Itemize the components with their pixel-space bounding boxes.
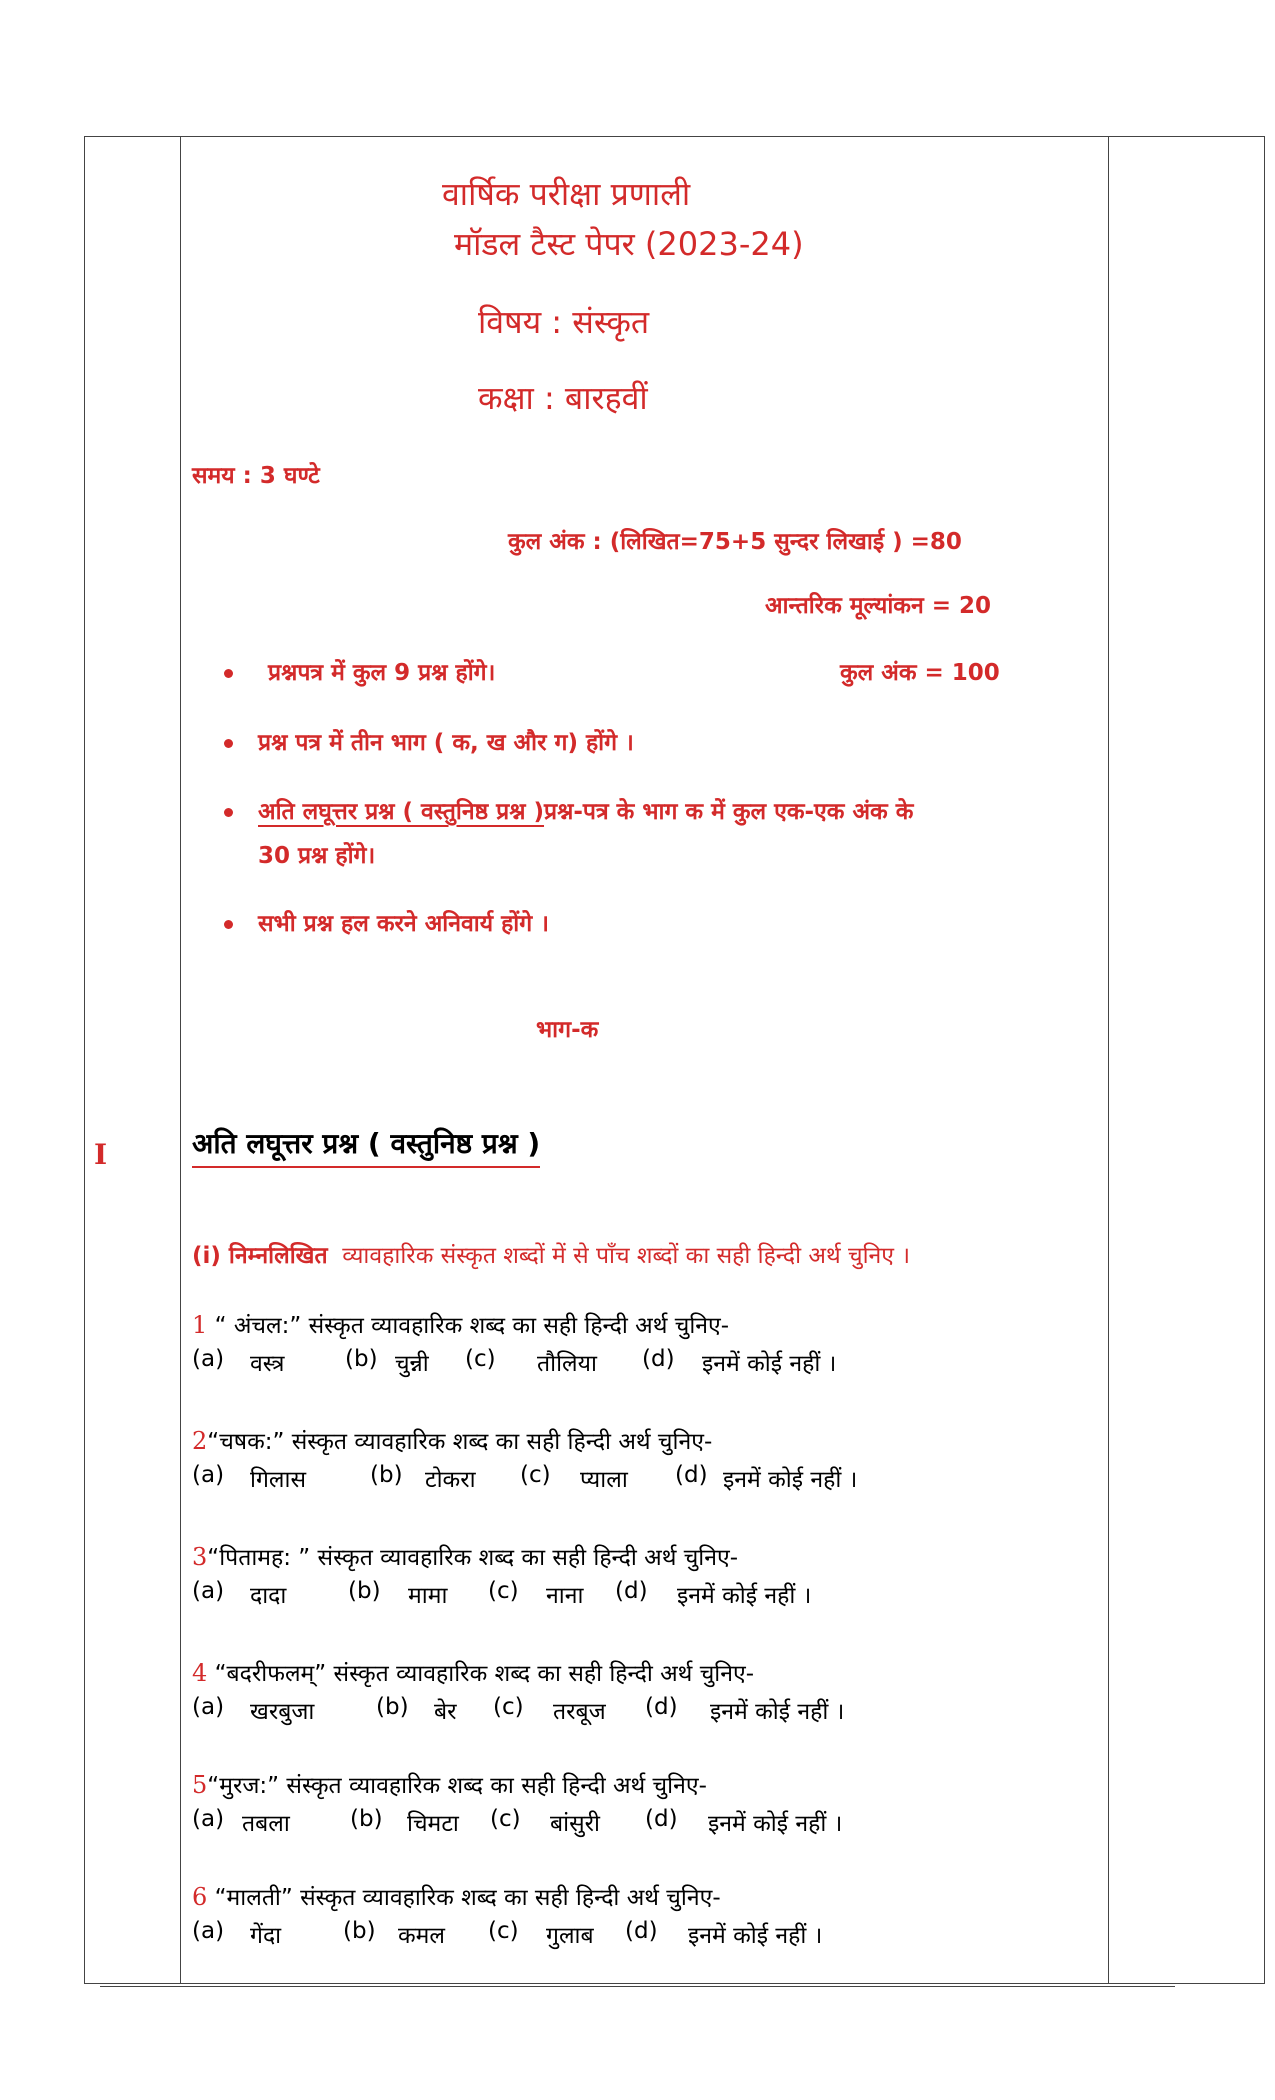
option-text: इनमें कोई नहीं । [710, 1699, 845, 1725]
bullet-icon [224, 669, 233, 678]
option-letter: (c) [520, 1462, 551, 1488]
option-text: कमल [398, 1923, 446, 1949]
question-prompt: “ अंचल:” संस्कृत व्यावहारिक शब्द का सही हिन्दी अर्थ चुनिए- [207, 1313, 730, 1339]
option-text: मामा [408, 1583, 448, 1609]
question-number: 5 [192, 1771, 208, 1799]
option-text: चुन्नी [395, 1351, 429, 1377]
option-letter: (a) [192, 1806, 225, 1832]
question-prompt: “चषक:” संस्कृत व्यावहारिक शब्द का सही हिन्दी अर्थ चुनिए- [207, 1429, 713, 1455]
total-marks: कुल अंक = 100 [840, 660, 1000, 686]
option-letter: (a) [192, 1462, 225, 1488]
option-letter: (b) [348, 1578, 381, 1604]
part-heading: भाग-क [536, 1017, 599, 1043]
option-text: इनमें कोई नहीं । [688, 1923, 823, 1949]
option-text: गिलास [250, 1467, 307, 1493]
option-letter: (a) [192, 1578, 225, 1604]
option-letter: (c) [490, 1806, 521, 1832]
time-allowed: समय : 3 घण्टे [192, 463, 320, 489]
instruction-3-line2: 30 प्रश्न होंगे। [258, 843, 376, 869]
option-letter: (d) [645, 1694, 678, 1720]
bullet-icon [224, 920, 233, 929]
model-paper-title: मॉडल टैस्ट पेपर (2023-24) [454, 225, 804, 263]
option-text: दादा [250, 1583, 287, 1609]
section-instruction-text: व्यावहारिक संस्कृत शब्दों में से पाँच शब्दों का सही हिन्दी अर्थ चुनिए । [342, 1243, 911, 1269]
option-letter: (d) [645, 1806, 678, 1832]
option-letter: (b) [345, 1346, 378, 1372]
question-prompt: “पितामह: ” संस्कृत व्यावहारिक शब्द का सही हिन्दी अर्थ चुनिए- [207, 1545, 739, 1571]
option-letter: (a) [192, 1694, 225, 1720]
option-text: तरबूज [553, 1699, 606, 1725]
internal-assessment: आन्तरिक मूल्यांकन = 20 [765, 593, 992, 619]
option-text: खरबुजा [250, 1699, 315, 1725]
column-divider-right [1108, 136, 1109, 1984]
column-divider-left [180, 136, 181, 1984]
bottom-rule [100, 1986, 1175, 1987]
option-letter: (c) [488, 1578, 519, 1604]
question-prompt: “मालती” संस्कृत व्यावहारिक शब्द का सही हिन्दी अर्थ चुनिए- [207, 1885, 721, 1911]
section-roman-numeral: I [94, 1138, 108, 1171]
section-title: अति लघूत्तर प्रश्न ( वस्तुनिष्ठ प्रश्न ) [192, 1124, 540, 1168]
question-text [192, 1880, 721, 1912]
class-heading: कक्षा : बारहवीं [478, 379, 648, 417]
instruction-2: प्रश्न पत्र में तीन भाग ( क, ख और ग) होंगे । [258, 730, 634, 756]
instruction-3-rest: प्रश्न-पत्र के भाग क में कुल एक-एक अंक के [544, 799, 914, 825]
question-text [192, 1308, 729, 1340]
instruction-4: सभी प्रश्न हल करने अनिवार्य होंगे । [258, 911, 549, 937]
option-text: तबला [242, 1811, 290, 1837]
option-letter: (d) [642, 1346, 675, 1372]
option-text: वस्त्र [250, 1351, 285, 1377]
option-text: बांसुरी [550, 1811, 601, 1837]
instruction-1: प्रश्नपत्र में कुल 9 प्रश्न होंगे। [268, 660, 496, 686]
option-text: इनमें कोई नहीं । [708, 1811, 843, 1837]
option-text: नाना [546, 1583, 584, 1609]
option-letter: (b) [350, 1806, 383, 1832]
bullet-icon [224, 808, 233, 817]
question-text [192, 1540, 738, 1572]
question-text [192, 1768, 707, 1800]
total-written-marks: कुल अंक : (लिखित=75+5 सुन्दर लिखाई ) =80 [508, 529, 962, 555]
option-letter: (a) [192, 1346, 225, 1372]
option-text: इनमें कोई नहीं । [723, 1467, 858, 1493]
section-instruction-lead: (i) निम्नलिखित [192, 1243, 328, 1269]
option-text: प्याला [580, 1467, 628, 1493]
bullet-icon [224, 739, 233, 748]
instruction-3-underlined: अति लघूत्तर प्रश्न ( वस्तुनिष्ठ प्रश्न ) [258, 799, 545, 825]
option-text: बेर [434, 1699, 457, 1725]
option-text: गुलाब [546, 1923, 594, 1949]
option-text: इनमें कोई नहीं । [677, 1583, 812, 1609]
option-text: टोकरा [425, 1467, 476, 1493]
section-instruction [192, 1238, 910, 1270]
option-letter: (a) [192, 1918, 225, 1944]
option-letter: (b) [376, 1694, 409, 1720]
question-number: 4 [192, 1659, 208, 1687]
option-letter: (b) [343, 1918, 376, 1944]
option-letter: (d) [675, 1462, 708, 1488]
option-letter: (c) [493, 1694, 524, 1720]
question-number: 6 [192, 1883, 208, 1911]
option-text: इनमें कोई नहीं । [702, 1351, 837, 1377]
instruction-3 [258, 794, 913, 826]
question-number: 2 [192, 1427, 208, 1455]
question-prompt: “मुरज:” संस्कृत व्यावहारिक शब्द का सही हिन्दी अर्थ चुनिए- [207, 1773, 707, 1799]
option-letter: (d) [625, 1918, 658, 1944]
option-text: तौलिया [537, 1351, 597, 1377]
option-text: चिमटा [407, 1811, 459, 1837]
subject-heading: विषय : संस्कृत [478, 303, 650, 341]
question-prompt: “बदरीफलम्” संस्कृत व्यावहारिक शब्द का सही हिन्दी अर्थ चुनिए- [207, 1661, 755, 1687]
question-number: 3 [192, 1543, 208, 1571]
option-text: गेंदा [250, 1923, 282, 1949]
option-letter: (c) [465, 1346, 496, 1372]
option-letter: (b) [370, 1462, 403, 1488]
exam-system-title: वार्षिक परीक्षा प्रणाली [442, 175, 691, 213]
option-letter: (c) [488, 1918, 519, 1944]
question-number: 1 [192, 1311, 208, 1339]
question-text [192, 1424, 712, 1456]
question-text [192, 1656, 754, 1688]
option-letter: (d) [615, 1578, 648, 1604]
